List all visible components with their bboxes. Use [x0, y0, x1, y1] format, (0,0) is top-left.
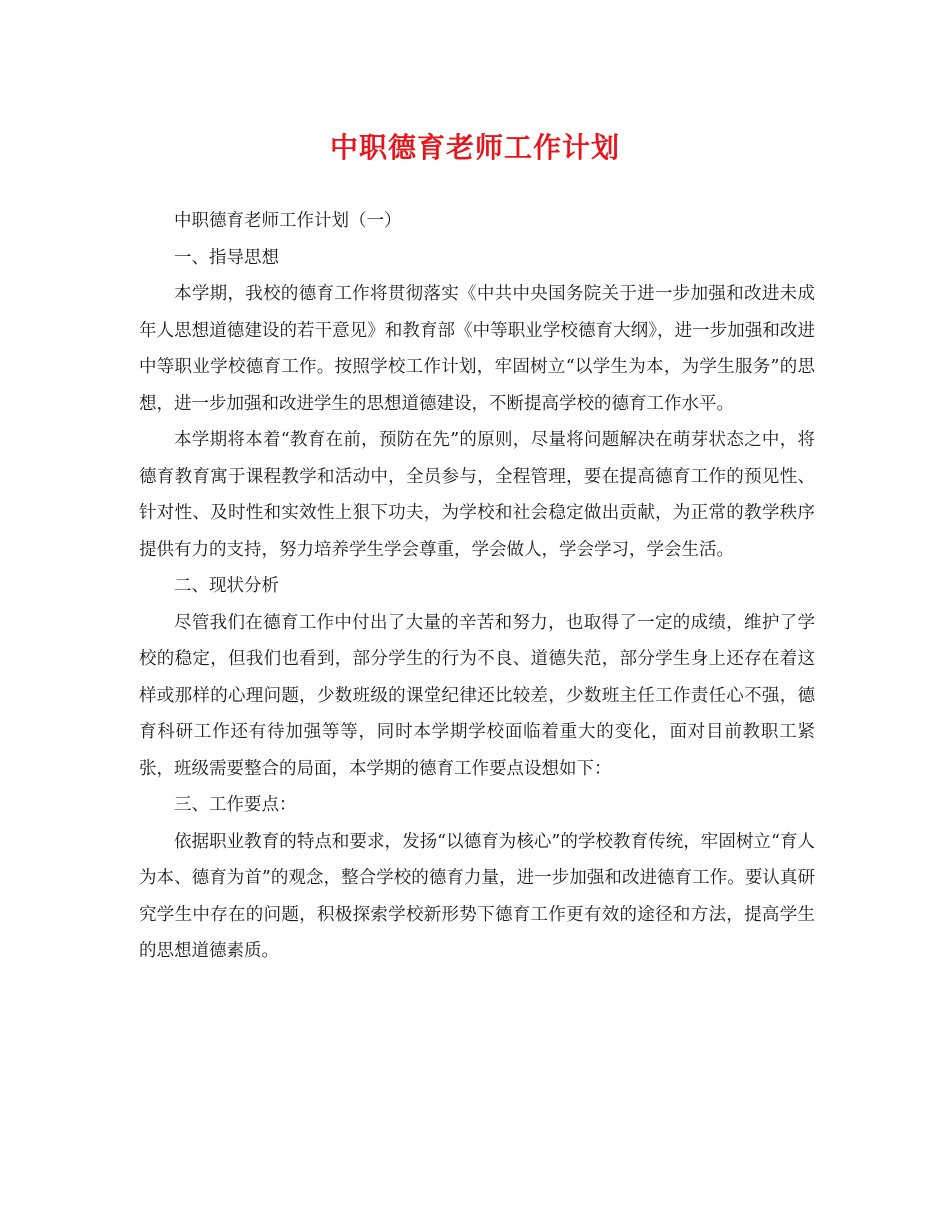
paragraph: 依据职业教育的特点和要求，发扬“以德育为核心”的学校教育传统，牢固树立“育人为本、德育为首”的观念，整合学校的德育力量，进一步加强和改进德育工作。要认真研究学生中存在的问题，积极探索学校新形势下德育工作更有效的途径和方法，提高学生的思想道德素质。: [139, 831, 815, 961]
paragraph: 尽管我们在德育工作中付出了大量的辛苦和努力，也取得了一定的成绩，维护了学校的稳定，但我们也看到，部分学生的行为不良、道德失范，部分学生身上还存在着这样或那样的心理问题，少数班级的课堂纪律还比较差，少数班主任工作责任心不强，德育科研工作还有待加强等等，同时本学期学校面临着重大的变化，面对目前教职工紧张，班级需要整合的局面，本学期的德育工作要点设想如下：: [139, 612, 815, 779]
section-subtitle: 中职德育老师工作计划（一）: [174, 211, 402, 231]
heading-work-points: 三、工作要点：: [174, 795, 297, 815]
heading-status-analysis: 二、现状分析: [174, 576, 279, 596]
paragraph: 本学期，我校的德育工作将贯彻落实《中共中央国务院关于进一步加强和改进未成年人思想道德建设的若干意见》和教育部《中等职业学校德育大纲》，进一步加强和改进中等职业学校德育工作。按照学校工作计划，牢固树立“以学生为本，为学生服务”的思想，进一步加强和改进学生的思想道德建设，不断提高学校的德育工作水平。: [139, 284, 815, 414]
paragraph: 本学期将本着“教育在前，预防在先”的原则，尽量将问题解决在萌芽状态之中，将德育教育寓于课程教学和活动中，全员参与，全程管理，要在提高德育工作的预见性、针对性、及时性和实效性上狠下功夫，为学校和社会稳定做出贡献，为正常的教学秩序提供有力的支持，努力培养学生学会尊重，学会做人，学会学习，学会生活。: [139, 430, 815, 560]
document-title: 中职德育老师工作计划: [329, 131, 620, 164]
heading-guiding-ideology: 一、指导思想: [174, 247, 279, 268]
document-body: [139, 203, 815, 970]
